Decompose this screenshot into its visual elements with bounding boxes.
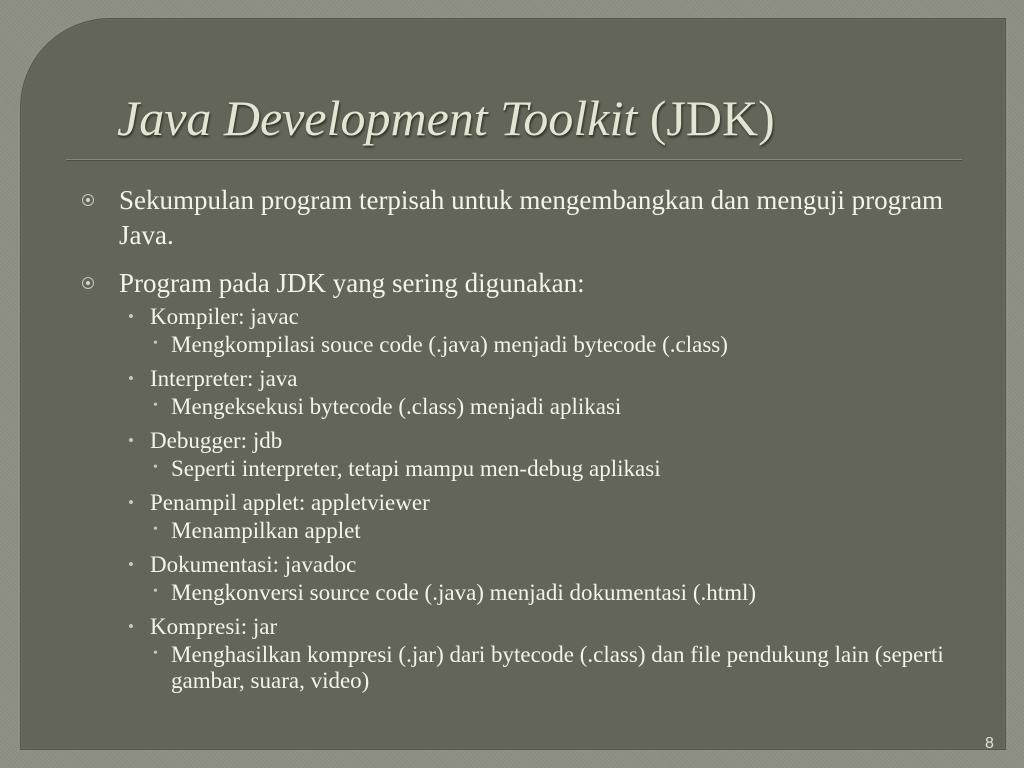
bullet-text: Sekumpulan program terpisah untuk mengembangkan dan menguji program Java. [119, 185, 944, 250]
tool-label: Penampil applet: appletviewer [150, 490, 430, 515]
tool-description-text: Mengkompilasi souce code (.java) menjadi bytecode (.class) [171, 332, 728, 357]
tool-item [80, 363, 980, 394]
slide-title-suffix: (JDK) [637, 90, 775, 146]
tool-description [80, 642, 980, 694]
tool-description-text: Mengkonversi source code (.java) menjadi dokumentasi (.html) [171, 580, 757, 605]
tool-item [80, 425, 980, 456]
slide-title [117, 88, 977, 148]
tool-label: Interpreter: java [150, 366, 298, 391]
tool-label: Dokumentasi: javadoc [150, 552, 357, 577]
tool-label: Debugger: jdb [150, 428, 283, 453]
dot-bullet-icon: • [153, 646, 158, 661]
bullet-item [80, 266, 980, 301]
tool-item [80, 549, 980, 580]
dot-bullet-icon: • [153, 460, 158, 475]
tool-description [80, 518, 980, 544]
dot-bullet-icon: • [128, 431, 134, 450]
dot-bullet-icon: • [128, 307, 134, 326]
tool-description-text: Menghasilkan kompresi (.jar) dari bytecode (.class) dan file pendukung lain (seperti gambar, suara, video) [171, 642, 944, 693]
bullet-text: Program pada JDK yang sering digunakan: [119, 268, 585, 298]
dot-bullet-icon: • [153, 522, 158, 537]
tool-description-text: Seperti interpreter, tetapi mampu men-debug aplikasi [171, 456, 661, 481]
title-divider [66, 159, 962, 160]
circle-bullet-icon [82, 277, 94, 289]
tool-item [80, 487, 980, 518]
tool-item [80, 301, 980, 332]
tool-description [80, 456, 980, 482]
dot-bullet-icon: • [128, 617, 134, 636]
tool-label: Kompiler: javac [150, 304, 299, 329]
tool-description [80, 394, 980, 420]
tool-description [80, 580, 980, 606]
dot-bullet-icon: • [128, 493, 134, 512]
tool-label: Kompresi: jar [150, 614, 278, 639]
circle-bullet-icon [82, 194, 94, 206]
page-number: 8 [985, 735, 994, 752]
dot-bullet-icon: • [128, 555, 134, 574]
slide-content [80, 183, 980, 699]
dot-bullet-icon: • [153, 398, 158, 413]
bullet-item [80, 183, 980, 253]
dot-bullet-icon: • [153, 584, 158, 599]
tool-description [80, 332, 980, 358]
tool-description-text: Mengeksekusi bytecode (.class) menjadi aplikasi [171, 394, 622, 419]
tool-item [80, 611, 980, 642]
dot-bullet-icon: • [128, 369, 134, 388]
tool-description-text: Menampilkan applet [171, 518, 361, 543]
slide-title-italic: Java Development Toolkit [117, 90, 638, 146]
dot-bullet-icon: • [153, 336, 158, 351]
